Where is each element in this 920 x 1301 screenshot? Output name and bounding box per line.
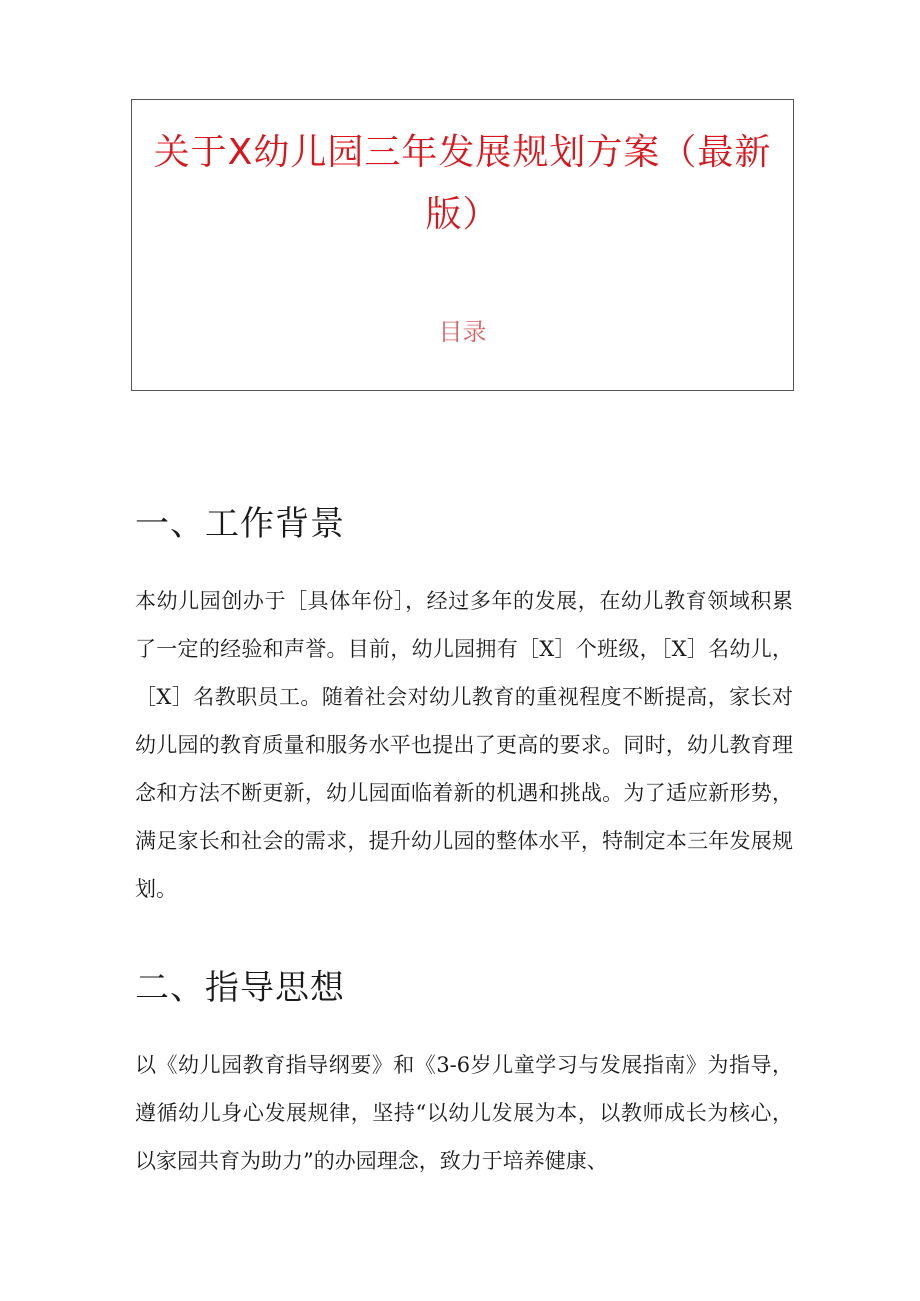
document-title: 关于X幼儿园三年发展规划方案（最新版）: [153, 132, 772, 235]
toc-label: 目录: [438, 318, 487, 346]
section-heading-background: 一、工作背景: [135, 504, 345, 544]
section-paragraph-guiding-ideology: 以《幼儿园教育指导纲要》和《3-6岁儿童学习与发展指南》为指导，遵循幼儿身心发展规律，坚持“以幼儿发展为本，以教师成长为核心，以家园共育为助力”的办园理念，致力于培养健康、: [135, 1053, 793, 1173]
section-paragraph-background: 本幼儿园创办于［具体年份］，经过多年的发展，在幼儿教育领域积累了一定的经验和声誉。目前，幼儿园拥有［X］个班级，［X］名幼儿，［X］名教职员工。随着社会对幼儿教育的重视程度不断提高，家长对幼儿园的教育质量和服务水平也提出了更高的要求。同时，幼儿教育理念和方法不断更新，幼儿园面临着新的机遇和挑战。为了适应新形势，满足家长和社会的需求，提升幼儿园的整体水平，特制定本三年发展规划。: [135, 589, 793, 901]
title-box: [131, 99, 794, 391]
section-heading-guiding-ideology: 二、指导思想: [135, 968, 345, 1008]
